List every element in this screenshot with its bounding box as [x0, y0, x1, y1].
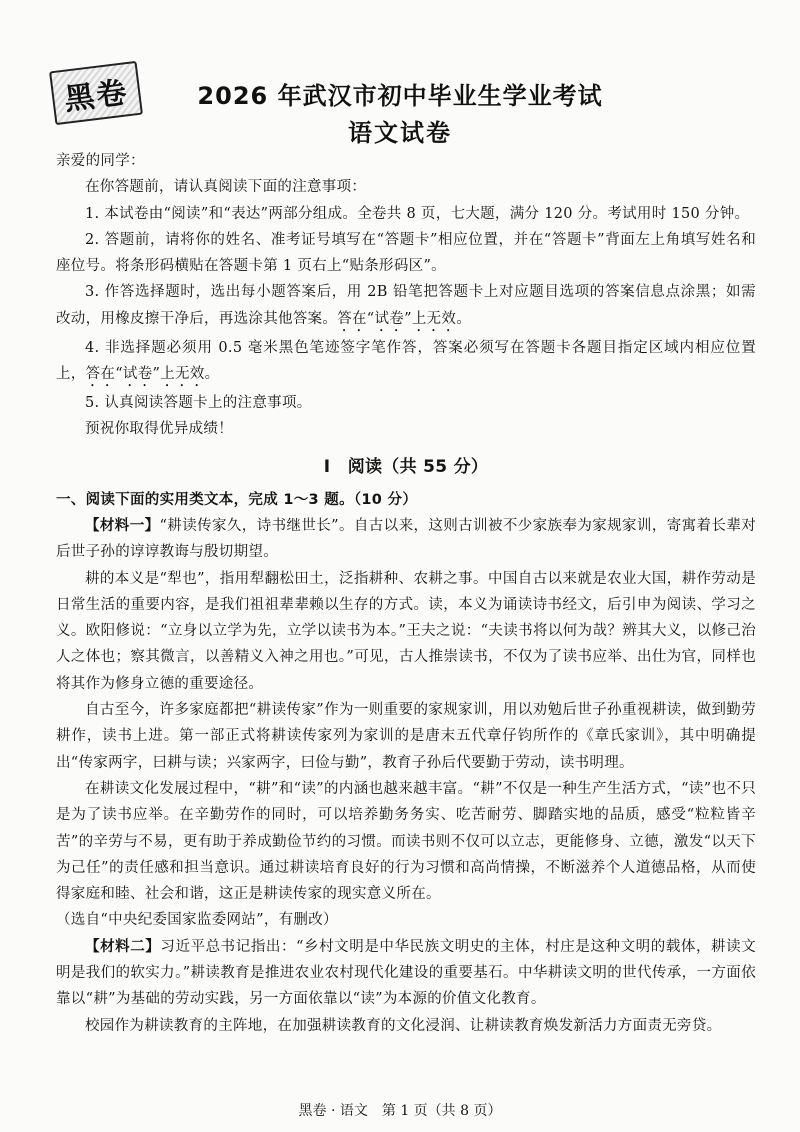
material-2-label: 【材料二】 [85, 937, 161, 955]
material-1-label: 【材料一】 [85, 516, 160, 534]
notice-item-5: 5. 认真阅读答题卡上的注意事项。 [85, 395, 312, 412]
question-heading: 一、阅读下面的实用类文本，完成 1～3 题。（10 分） [56, 491, 418, 508]
notice-intro: 在你答题前，请认真阅读下面的注意事项： [85, 179, 367, 196]
notice-greeting: 亲爱的同学： [56, 153, 145, 169]
page-content [56, 148, 756, 1039]
material-1-paragraph-2: 耕的本义是“犁也”，指用犁翻松田土，泛指耕种、农耕之事。中国自古以来就是农业大国，耕作劳动是日常生活的重要内容，是我们祖祖辈辈赖以生存的方式。读，本义为诵读诗书经文，后引申为阅读、学习之义。欧阳修说：“立身以立学为先，立学以读书为本。”王夫之说：“夫读书将以何为哉？辨其大义，以修己治人之体也；察其微言，以善精义入神之用也。”可见，古人推崇读书，不仅为了读书应举、出仕为官，同样也将其作为修身立德的重要途径。 [56, 570, 756, 692]
material-1-paragraph-1 [56, 513, 756, 566]
exam-subtitle: 语文试卷 [348, 119, 452, 147]
notice-item-4-emphasis: 答在“试卷”上无效。 [85, 366, 220, 383]
material-1-source: （选自“中央纪委国家监委网站”，有删改） [56, 912, 338, 929]
notice-item-3-text: 3. 作答选择题时，选出每小题答案后，用 2B 铅笔把答题卡上对应题目选项的答案信息点涂黑；如需改动，用橡皮擦干净后，再选涂其他答案。 [56, 284, 756, 327]
notice-item-1: 1. 本试卷由“阅读”和“表达”两部分组成。全卷共 8 页，七大题，满分 120 分。考试用时 150 分钟。 [85, 205, 750, 222]
material-2-paragraph-2: 校园作为耕读教育的主阵地，在加强耕读教育的文化浸润、让耕读教育焕发新活力方面责无旁贷。 [85, 1017, 722, 1034]
material-1-paragraph-3: 自古至今，许多家庭都把“耕读传家”作为一则重要的家规家训，用以劝勉后世子孙重视耕读，做到勤劳耕作，读书上进。第一部正式将耕读传家列为家训的是唐末五代章仔钧所作的《章氏家训》，其中明确提出“传家两字，曰耕与读；兴家两字，曰俭与勤”，教育子孙后代要勤于劳动，读书明理。 [56, 702, 756, 771]
material-1-text: “耕读传家久，诗书继世长”。自古以来，这则古训被不少家族奉为家规家训，寄寓着长辈对后世子孙的谆谆教诲与殷切期望。 [56, 517, 757, 561]
material-2-text: 习近平总书记指出：“乡村文明是中华民族文明史的主体，村庄是这种文明的载体，耕读文明是我们的软实力。”耕读教育是推进农业农村现代化建设的重要基石。中华耕读文明的世代传承，一方面依靠以“耕”为基础的劳动实践，另一方面依靠以“读”为本源的价值文化教育。 [56, 938, 756, 1008]
notice-item-3 [56, 279, 756, 334]
material-1-paragraph-4: 在耕读文化发展过程中，“耕”和“读”的内涵也越来越丰富。“耕”不仅是一种生产生活方式，“读”也不只是为了读书应举。在辛勤劳作的同时，可以培养勤务务实、吃苦耐劳、脚踏实地的品质，感受“粒粒皆辛苦”的辛劳与不易，更有助于养成勤俭节约的习惯。而读书则不仅可以立志，更能修身、立德，激发“以天下为己任”的责任感和担当意识。通过耕读培育良好的行为习惯和高尚情操，不断滋养个人道德品格，从而使得家庭和睦、社会和谐，这正是耕读传家的现实意义所在。 [56, 780, 756, 903]
notice-wish: 预祝你取得优异成绩！ [85, 421, 233, 438]
exam-brand-badge: 黑卷 [49, 61, 143, 125]
notice-item-4-text: 4. 非选择题必须用 0.5 毫米黑色笔迹签字笔作答，答案必须写在答题卡各题目指定区域内相应位置上， [56, 339, 756, 383]
notice-item-4 [56, 335, 756, 390]
material-2-paragraph-1 [56, 934, 756, 1013]
page-footer: 黑卷 · 语文 第 1 页（共 8 页） [298, 1103, 502, 1119]
notice-item-2: 2. 答题前，请将你的姓名、准考证号填写在“答题卡”相应位置，并在“答题卡”背面左上角填写姓名和座位号。将条形码横贴在答题卡第 1 页右上“贴条形码区”。 [56, 231, 756, 275]
exam-title: 2026 年武汉市初中毕业生学业考试 [197, 82, 603, 110]
notice-item-3-emphasis: 答在“试卷”上无效。 [337, 310, 472, 327]
section-title: I 阅读（共 55 分） [323, 456, 489, 477]
